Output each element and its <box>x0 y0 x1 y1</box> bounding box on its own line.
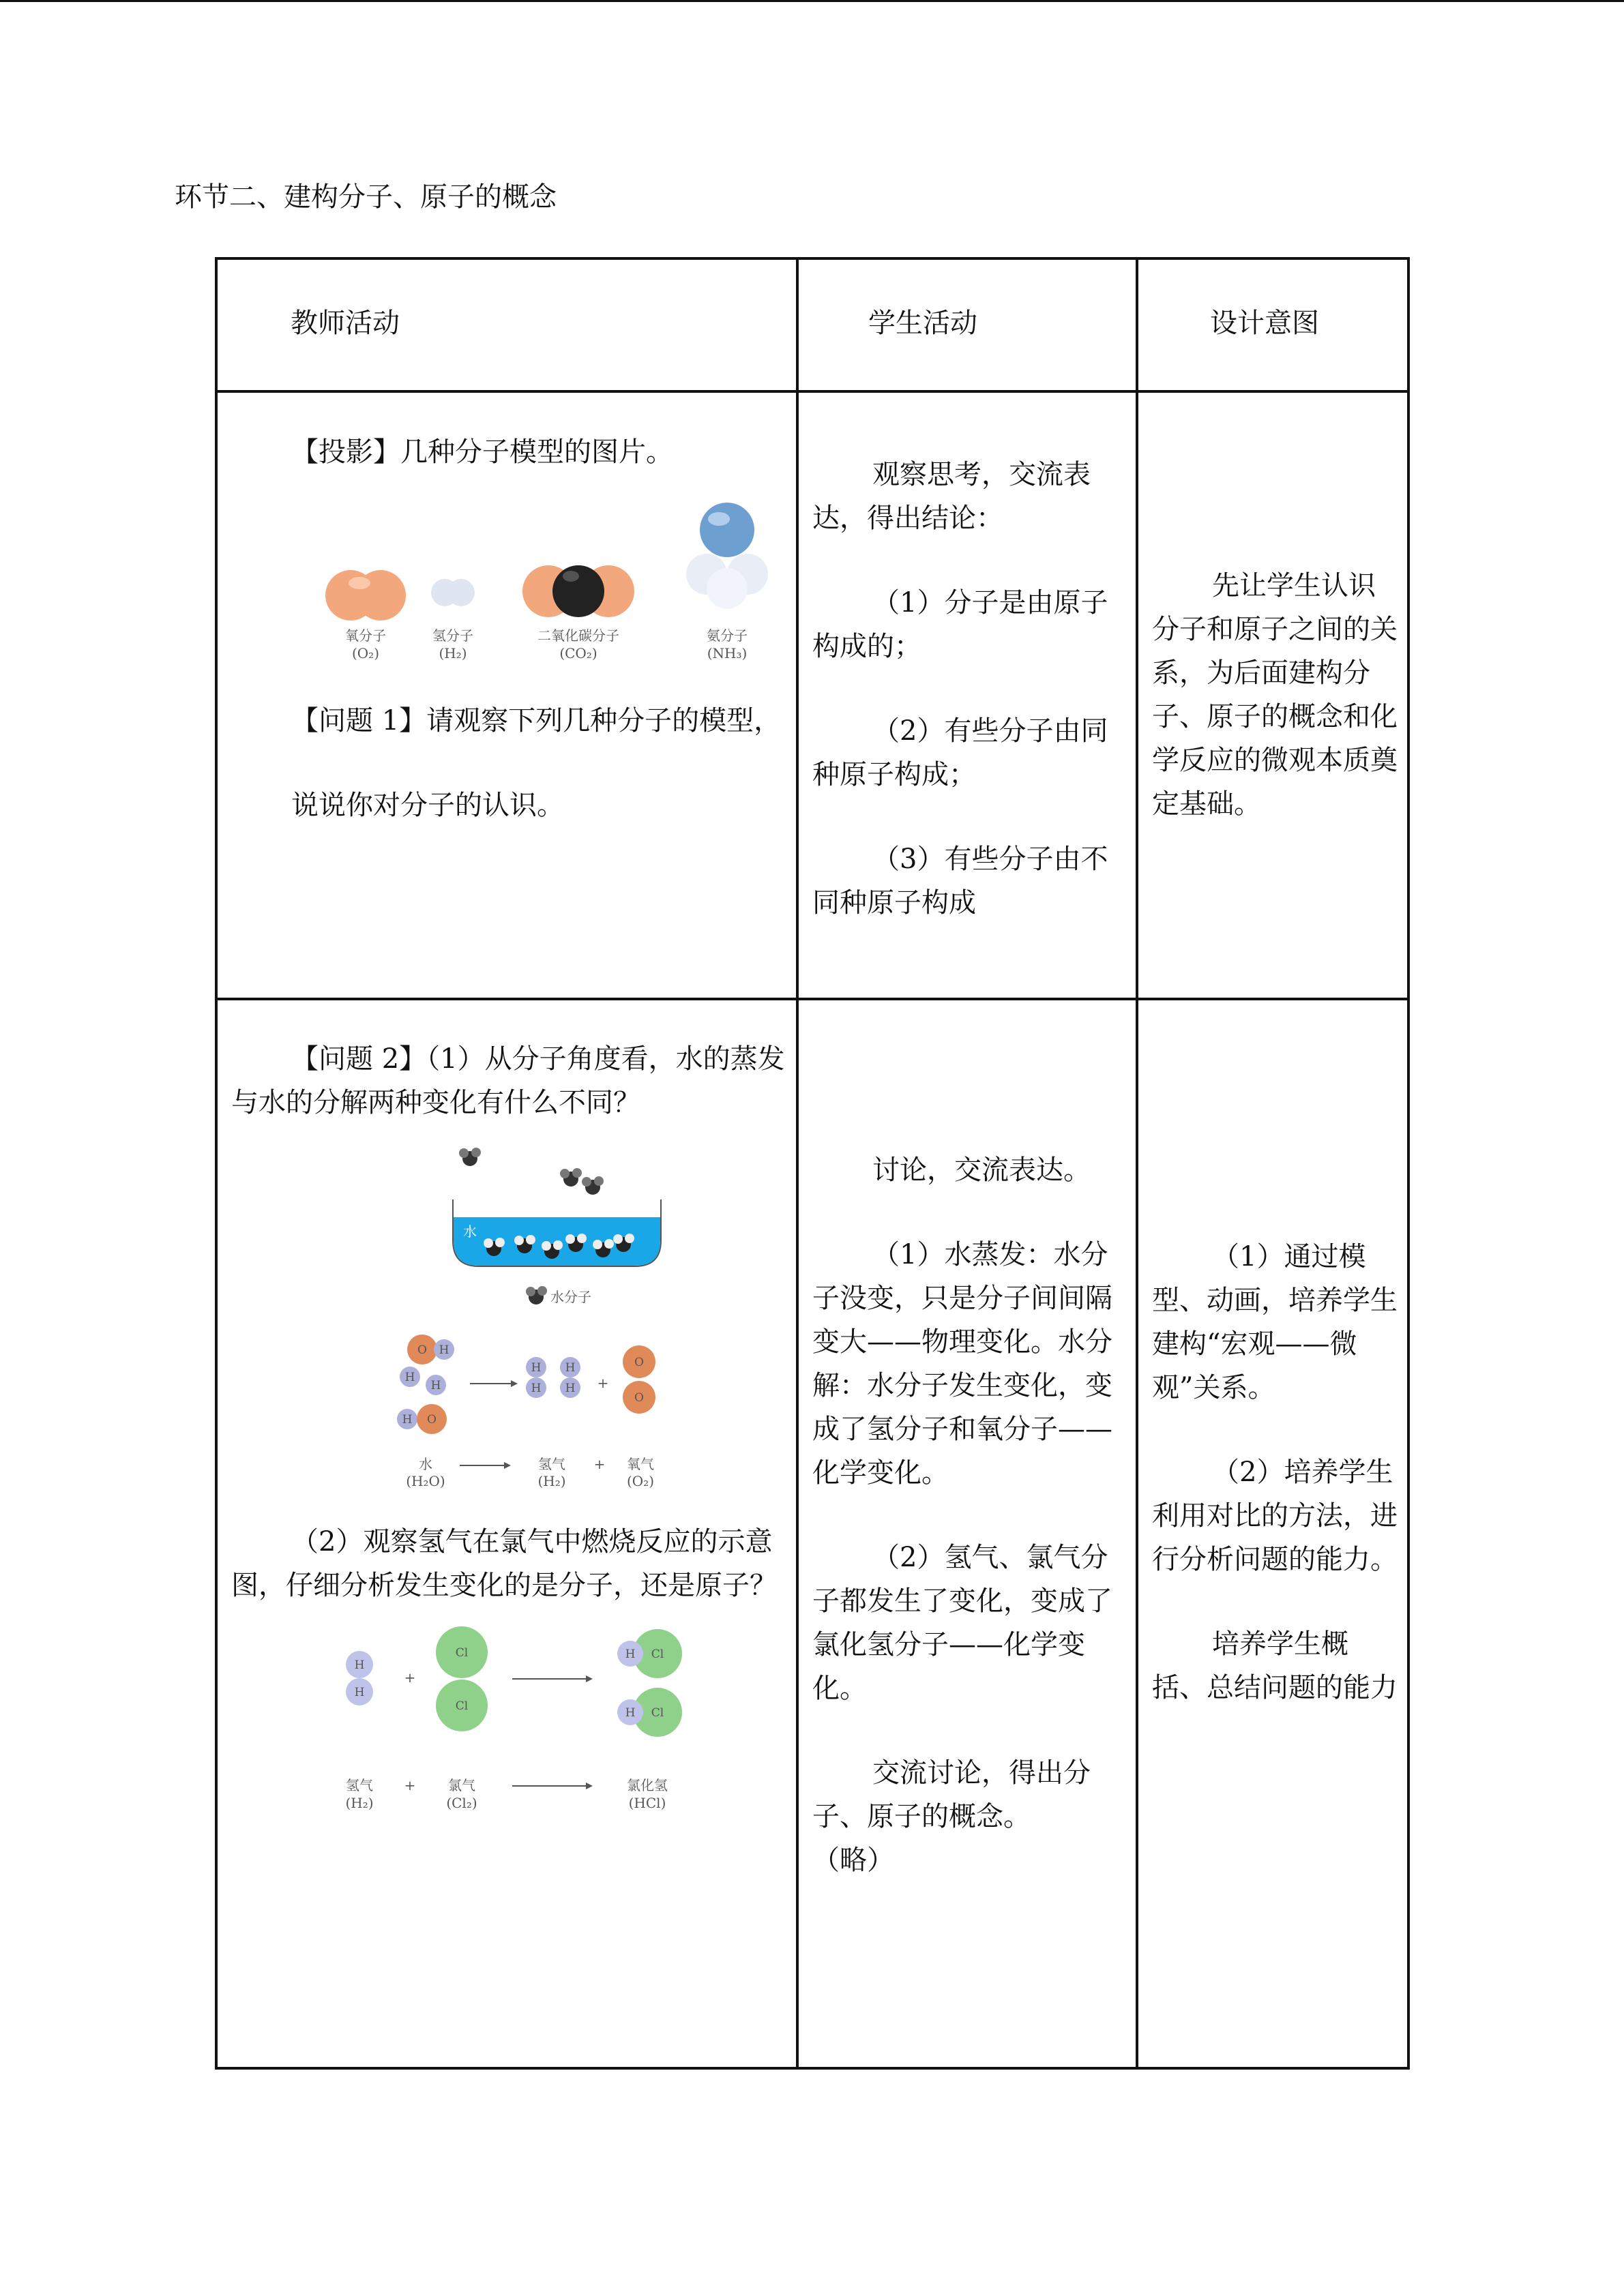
design-intent-text: 先让学生认识分子和原子之间的关系，为后面建构分子、原子的概念和化学反应的微观本质奠定基础。 <box>1152 570 1398 820</box>
projection-text: 【投影】几种分子模型的图片。 <box>291 436 673 468</box>
row2-intent-cell <box>1152 1235 1398 1710</box>
oxygen-formula-label: (O₂) <box>626 1473 655 1489</box>
row-divider <box>218 998 1407 1000</box>
hydrogen-atom-label: H <box>354 1658 365 1672</box>
row1-teacher-cell <box>231 430 785 827</box>
hydrogen-name-label: 氢气 <box>538 1456 565 1472</box>
oxygen-atom-label: O <box>417 1343 427 1357</box>
row2-student-cell <box>812 1148 1126 1882</box>
hydrogen-chloride-formula-label: (HCl) <box>628 1795 666 1811</box>
oxygen-name-label: 氧气 <box>627 1456 654 1472</box>
hydrogen-atom-label: H <box>625 1706 636 1720</box>
section-title: 环节二、建构分子、原子的概念 <box>175 181 557 213</box>
header-design-intent: 设计意图 <box>1210 308 1319 339</box>
hydrogen-atom-label: H <box>531 1382 542 1395</box>
chlorine-atom-label: Cl <box>455 1646 469 1660</box>
hydrogen-chlorine-reaction-figure <box>231 1607 785 1860</box>
row1-student-cell <box>812 453 1126 925</box>
hydrogen-chloride-molecules-product <box>617 1629 682 1737</box>
hydrogen-atom-label: H <box>430 1379 441 1392</box>
column-divider <box>796 260 799 2067</box>
student-observation-intro: 观察思考，交流表达，得出结论： <box>812 459 1091 534</box>
header-student-activity: 学生活动 <box>868 308 977 339</box>
water-label: 水 <box>463 1223 477 1240</box>
hydrogen-molecule-name: 氢分子 <box>432 627 473 644</box>
reaction-arrowhead <box>586 1783 593 1789</box>
design-intent-2: （2）培养学生利用对比的方法，进行分析问题的能力。 <box>1152 1457 1398 1575</box>
floating-water-molecule <box>459 1148 604 1195</box>
page-top-rule <box>0 0 1624 2</box>
carbon-dioxide-molecule-model <box>522 565 634 617</box>
student-conclusion-2: （2）有些分子由同种原子构成； <box>812 715 1108 790</box>
hydrogen-atom-label: H <box>565 1361 576 1375</box>
row-divider <box>218 390 1407 393</box>
student-answer-1: （1）水蒸发：水分子没变，只是分子间间隔变大——物理变化。水分解：水分子发生变化，变成了氢分子和氧分子——化学变化。 <box>812 1239 1112 1489</box>
question-2-text: 【问题 2】（1）从分子角度看，水的蒸发与水的分解两种变化有什么不同？ <box>231 1043 785 1118</box>
oxygen-molecule-formula: (O₂) <box>351 645 380 661</box>
carbon-dioxide-molecule-name: 二氧化碳分子 <box>537 627 619 644</box>
design-intent-3: 培养学生概括、总结问题的能力 <box>1152 1628 1398 1703</box>
student-discussion-intro: 讨论，交流表达。 <box>872 1154 1091 1186</box>
plus-sign: + <box>404 1669 416 1686</box>
oxygen-atom-label: O <box>634 1391 644 1405</box>
chlorine-atom-label: Cl <box>651 1648 664 1661</box>
question-1-text: 【问题 1】请观察下列几种分子的模型， <box>291 705 782 736</box>
lesson-table <box>215 257 1410 2070</box>
plus-sign: + <box>404 1777 416 1793</box>
chlorine-molecule-reactant <box>436 1626 488 1731</box>
chlorine-atom-label: Cl <box>651 1706 664 1720</box>
column-divider <box>1136 260 1138 2067</box>
water-evaporation-figure <box>231 1124 785 1329</box>
hydrogen-molecule-formula: (H₂) <box>439 645 467 661</box>
reaction-arrowhead <box>504 1462 511 1469</box>
question-1-followup: 说说你对分子的认识。 <box>291 790 564 821</box>
hydrogen-atom-label: H <box>439 1343 449 1357</box>
plus-sign: + <box>593 1456 606 1472</box>
question-2-part-2-text: （2）观察氢气在氯气中燃烧反应的示意图，仔细分析发生变化的是分子，还是原子？ <box>231 1526 777 1601</box>
ammonia-molecule-formula: (NH₃) <box>707 645 748 661</box>
hydrogen-atom-label: H <box>625 1648 636 1661</box>
oxygen-atom-label: O <box>634 1356 644 1369</box>
row1-intent-cell <box>1152 564 1398 826</box>
hydrogen-gas-formula-label: (H₂) <box>345 1795 374 1811</box>
hydrogen-atom-label: H <box>354 1686 365 1699</box>
hydrogen-chloride-name-label: 氯化氢 <box>627 1777 668 1793</box>
water-molecule-legend-icon <box>526 1286 547 1304</box>
water-formula-label: (H₂O) <box>406 1473 445 1489</box>
water-name-label: 水 <box>419 1456 432 1472</box>
chlorine-gas-name-label: 氯气 <box>448 1777 475 1793</box>
water-decomposition-figure <box>231 1329 785 1520</box>
reaction-arrowhead <box>586 1675 593 1682</box>
oxygen-molecule-name: 氧分子 <box>345 627 386 644</box>
water-molecule-legend: 水分子 <box>550 1289 591 1305</box>
hydrogen-formula-label: (H₂) <box>537 1473 566 1489</box>
hydrogen-molecule-model <box>431 579 475 606</box>
hydrogen-atom-label: H <box>531 1361 542 1375</box>
molecule-models-figure <box>231 474 785 699</box>
row2-teacher-cell <box>231 1037 785 1860</box>
header-teacher-activity: 教师活动 <box>291 308 400 339</box>
hydrogen-atom-label: H <box>404 1371 415 1384</box>
design-intent-1: （1）通过模型、动画，培养学生建构“宏观——微观”关系。 <box>1152 1241 1398 1403</box>
ammonia-molecule-model <box>686 503 768 609</box>
oxygen-atom-label: O <box>427 1413 437 1427</box>
plus-sign: + <box>597 1375 609 1391</box>
student-answer-omitted: （略） <box>812 1845 894 1876</box>
oxygen-molecule-model <box>325 570 406 621</box>
hydrogen-atom-label: H <box>565 1382 576 1395</box>
student-answer-3: 交流讨论，得出分子、原子的概念。 <box>812 1757 1091 1832</box>
reaction-arrowhead <box>511 1380 518 1387</box>
student-answer-2: （2）氢气、氯气分子都发生了变化，变成了氯化氢分子——化学变化。 <box>812 1542 1112 1704</box>
chlorine-atom-label: Cl <box>455 1699 469 1713</box>
student-conclusion-3: （3）有些分子由不同种原子构成 <box>812 844 1108 919</box>
hydrogen-gas-name-label: 氢气 <box>346 1777 373 1793</box>
chlorine-gas-formula-label: (Cl₂) <box>446 1795 477 1811</box>
carbon-dioxide-molecule-formula: (CO₂) <box>559 645 597 661</box>
hydrogen-atom-label: H <box>402 1413 413 1427</box>
student-conclusion-1: （1）分子是由原子构成的； <box>812 587 1108 662</box>
ammonia-molecule-name: 氨分子 <box>707 627 748 644</box>
